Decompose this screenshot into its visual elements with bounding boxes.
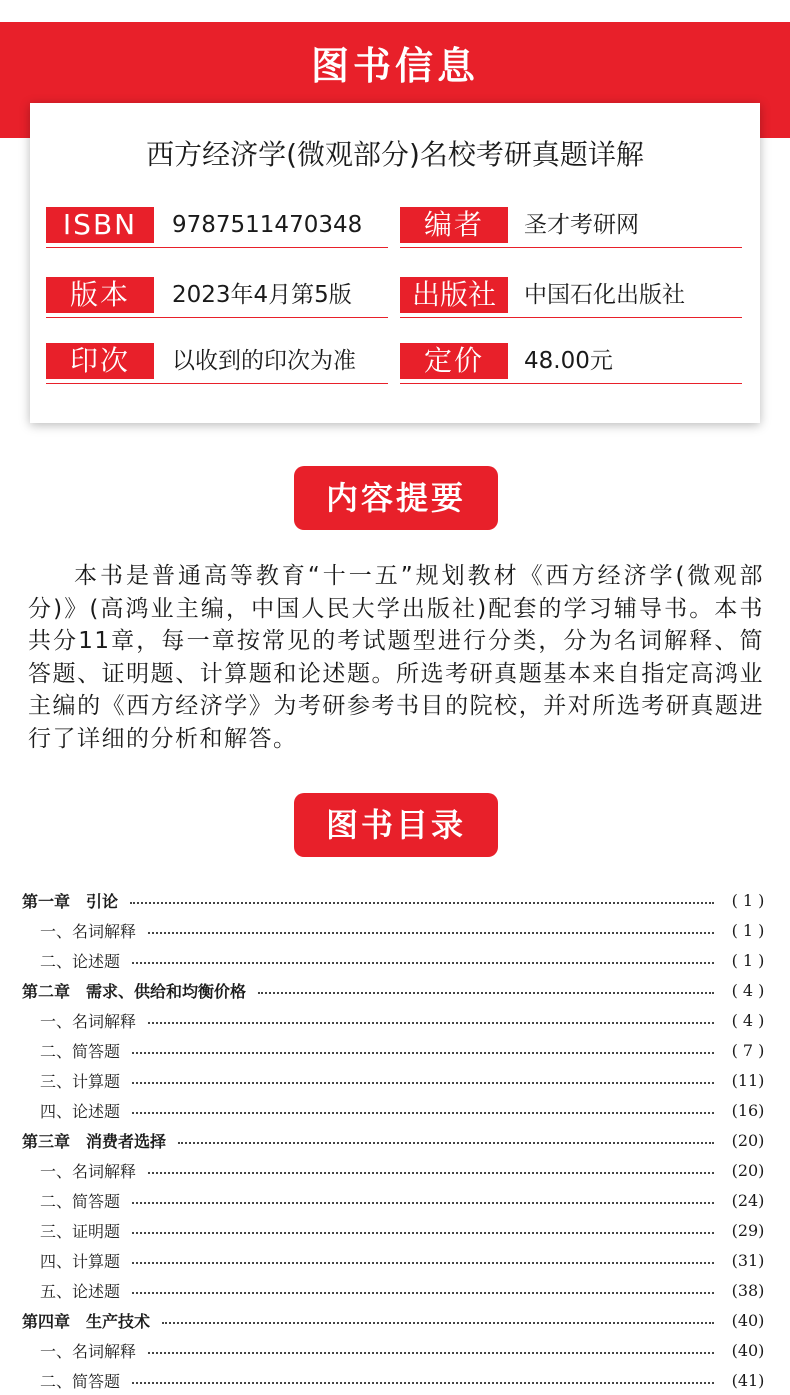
toc-dot-leader (132, 1252, 714, 1264)
toc-entry-label: 一、名词解释 (40, 1161, 137, 1181)
toc-chapter-row (22, 1305, 774, 1335)
summary-paragraph: 本书是普通高等教育“十一五”规划教材《西方经济学(微观部分)》(高鸿业主编，中国人民大学出版社)配套的学习辅导书。本书共分11章，每一章按常见的考试题型进行分类，分为名词解释、简答题、证明题、计算题和论述题。所选考研真题基本来自指定高鸿业主编的《西方经济学》为考研参考书目的院校，并对所选考研真题进行了详细的分析和解答。 (28, 563, 764, 752)
toc-dot-leader (178, 1132, 714, 1144)
toc-entry-label: 三、证明题 (40, 1221, 121, 1241)
toc-dot-leader (162, 1312, 714, 1324)
toc-page-number: (31) (731, 1250, 765, 1270)
toc-section-row (22, 1215, 774, 1245)
section-heading-toc: 图书目录 (294, 793, 498, 857)
toc-entry-label: 二、论述题 (40, 951, 121, 971)
toc-chapter-row (22, 1125, 774, 1155)
field-price (400, 343, 742, 385)
field-label: 印次 (46, 343, 154, 379)
field-label: ISBN (46, 207, 154, 243)
field-value: 48.00元 (524, 348, 613, 374)
toc-page-number: (16) (731, 1100, 765, 1120)
field-value: 圣才考研网 (524, 212, 639, 238)
field-value: 9787511470348 (172, 212, 363, 238)
toc-dot-leader (132, 1282, 714, 1294)
toc-dot-leader (132, 1042, 714, 1054)
toc-page-number: (11) (731, 1070, 765, 1090)
toc-section-row (22, 1185, 774, 1215)
field-value: 以收到的印次为准 (172, 348, 356, 374)
toc-section-row (22, 1275, 774, 1305)
table-of-contents (22, 885, 774, 1395)
field-publisher (400, 277, 742, 319)
field-label: 定价 (400, 343, 508, 379)
toc-dot-leader (132, 1102, 714, 1114)
toc-entry-label: 二、简答题 (40, 1191, 121, 1211)
toc-dot-leader (148, 1012, 714, 1024)
toc-entry-label: 第二章 需求、供给和均衡价格 (22, 981, 247, 1001)
toc-section-row (22, 1035, 774, 1065)
toc-chapter-row (22, 975, 774, 1005)
toc-section-row (22, 1245, 774, 1275)
toc-entry-label: 一、名词解释 (40, 1341, 137, 1361)
toc-page-number: (38) (731, 1280, 765, 1300)
toc-entry-label: 一、名词解释 (40, 921, 137, 941)
field-printing (46, 343, 388, 385)
toc-entry-label: 第一章 引论 (22, 891, 119, 911)
field-label: 版本 (46, 277, 154, 313)
toc-dot-leader (132, 1072, 714, 1084)
toc-page-number: (24) (731, 1190, 765, 1210)
toc-section-row (22, 1335, 774, 1365)
field-edition (46, 277, 388, 319)
toc-section-row (22, 915, 774, 945)
field-value: 2023年4月第5版 (172, 282, 352, 308)
toc-section-row (22, 1155, 774, 1185)
field-underline (46, 317, 388, 318)
toc-page-number: (20) (731, 1160, 765, 1180)
field-underline (400, 383, 742, 384)
toc-dot-leader (132, 1222, 714, 1234)
toc-page-number: ( 1 ) (731, 920, 765, 940)
toc-page-number: (40) (731, 1310, 765, 1330)
toc-page-number: ( 4 ) (731, 1010, 765, 1030)
section-title-book-info: 图书信息 (310, 44, 479, 88)
toc-page-number: (20) (731, 1130, 765, 1150)
toc-section-row (22, 945, 774, 975)
toc-section-row (22, 1365, 774, 1395)
field-underline (400, 317, 742, 318)
field-value: 中国石化出版社 (524, 282, 685, 308)
toc-page-number: ( 4 ) (731, 980, 765, 1000)
toc-page-number: ( 1 ) (731, 890, 765, 910)
toc-entry-label: 第三章 消费者选择 (22, 1131, 167, 1151)
toc-entry-label: 一、名词解释 (40, 1011, 137, 1031)
field-editor (400, 207, 742, 249)
toc-entry-label: 三、计算题 (40, 1071, 121, 1091)
toc-entry-label: 二、简答题 (40, 1371, 121, 1391)
toc-dot-leader (130, 892, 714, 904)
field-underline (400, 247, 742, 248)
field-label: 编者 (400, 207, 508, 243)
field-isbn (46, 207, 388, 249)
toc-dot-leader (148, 1162, 714, 1174)
toc-dot-leader (132, 952, 714, 964)
toc-dot-leader (148, 922, 714, 934)
toc-entry-label: 四、计算题 (40, 1251, 121, 1271)
toc-page-number: ( 7 ) (731, 1040, 765, 1060)
book-title: 西方经济学(微观部分)名校考研真题详解 (146, 138, 644, 171)
toc-entry-label: 四、论述题 (40, 1101, 121, 1121)
toc-page-number: ( 1 ) (731, 950, 765, 970)
toc-page-number: (40) (731, 1340, 765, 1360)
toc-entry-label: 第四章 生产技术 (22, 1311, 151, 1331)
field-underline (46, 247, 388, 248)
field-underline (46, 383, 388, 384)
toc-dot-leader (132, 1192, 714, 1204)
toc-chapter-row (22, 885, 774, 915)
toc-dot-leader (132, 1372, 714, 1384)
toc-page-number: (29) (731, 1220, 765, 1240)
toc-section-row (22, 1005, 774, 1035)
toc-entry-label: 二、简答题 (40, 1041, 121, 1061)
toc-section-row (22, 1095, 774, 1125)
book-info-card (30, 103, 760, 423)
toc-dot-leader (258, 982, 714, 994)
toc-page-number: (41) (731, 1370, 765, 1390)
section-heading-summary: 内容提要 (294, 466, 498, 530)
field-label: 出版社 (400, 277, 508, 313)
toc-entry-label: 五、论述题 (40, 1281, 121, 1301)
toc-dot-leader (148, 1342, 714, 1354)
toc-section-row (22, 1065, 774, 1095)
